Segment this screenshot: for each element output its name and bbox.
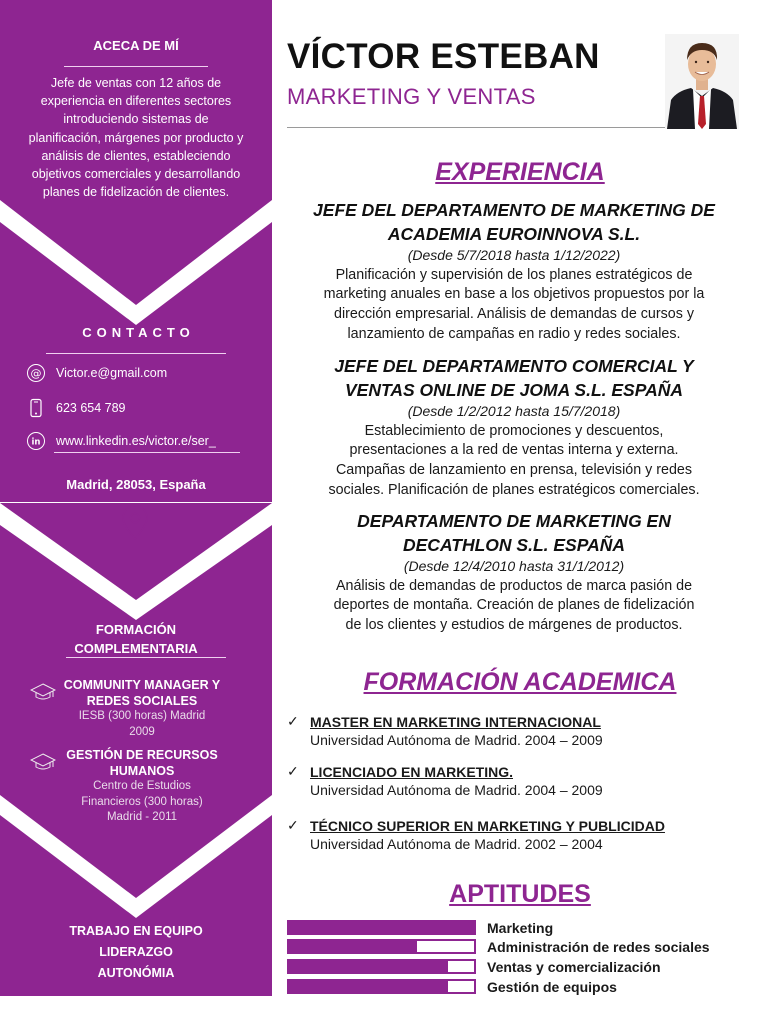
skill-row [287, 979, 617, 994]
education-item [287, 763, 747, 799]
check-icon: ✓ [287, 713, 299, 729]
education-item [287, 817, 747, 853]
course-detail-line-1: IESB (300 horas) Madrid [78, 710, 206, 722]
contact-linkedin-text[interactable]: www.linkedin.es/victor.e/ser_ [56, 434, 216, 448]
skill-level-fill [289, 961, 448, 972]
phone-icon [26, 398, 46, 418]
training-title-line-2: COMPLEMENTARIA [74, 641, 198, 656]
sidebar [0, 0, 272, 996]
contact-email[interactable] [26, 361, 167, 385]
skill-name: Administración de redes sociales [487, 938, 710, 955]
at-icon [26, 363, 46, 383]
contact-phone-text[interactable]: 623 654 789 [56, 401, 126, 415]
svg-text:@: @ [30, 367, 42, 380]
skills-title: APTITUDES [449, 880, 591, 908]
job-dates: (Desde 5/7/2018 hasta 1/12/2022) [407, 247, 621, 263]
contact-email-text[interactable]: Victor.e@gmail.com [56, 366, 168, 380]
skill-name: Ventas y comercialización [487, 958, 661, 975]
about-text: Jefe de ventas con 12 años de experiencia en diferentes sectores introduciendo sistemas de planificación, márgenes por producto y análisis de clientes, estableciendo objetivos comerciales y desarrollando planes de fidelización de clientes. [28, 76, 244, 200]
svg-text:in: in [31, 437, 41, 448]
job-desc-line-4: sociales. Planificación de planes estratégicos comerciales. [328, 481, 700, 498]
job-title-line-1: JEFE DEL DEPARTAMENTO DE MARKETING DE [313, 200, 715, 220]
skill-level-bar [287, 939, 476, 954]
job-entry [282, 355, 746, 500]
course-title-line-2: HUMANOS [109, 763, 175, 778]
job-desc-line-3: dirección empresarial. Análisis de demandas de cursos y [334, 305, 694, 322]
skill-level-bar [287, 979, 476, 994]
skill-row [287, 959, 661, 974]
soft-skill-item: LIDERAZGO [99, 945, 173, 959]
skill-level-fill [289, 922, 474, 933]
course-detail-line-1: Centro de Estudios [93, 780, 191, 792]
course-detail-line-2: Financieros (300 horas) [81, 795, 203, 808]
candidate-role: MARKETING Y VENTAS [287, 84, 536, 109]
course-item [30, 678, 244, 740]
soft-skill-item: AUTONÓMIA [97, 966, 175, 980]
about-title: ACECA DE MÍ [93, 38, 179, 53]
education-item [287, 713, 747, 749]
experience-title: EXPERIENCIA [435, 158, 605, 186]
job-entry [282, 199, 746, 344]
contact-linkedin[interactable] [26, 429, 216, 453]
job-desc-line-1: Análisis de demandas de productos de marca pasión de [335, 577, 693, 594]
skill-name: Marketing [487, 919, 554, 936]
education-degree: MASTER EN MARKETING INTERNACIONAL [310, 714, 601, 730]
course-item [30, 748, 244, 826]
check-icon: ✓ [287, 817, 299, 833]
course-title-line-1: COMMUNITY MANAGER Y [63, 678, 221, 692]
job-desc-line-2: presentaciones a la red de ventas interna y externa. [349, 442, 679, 459]
job-entry [282, 510, 746, 636]
course-title-line-2: REDES SOCIALES [86, 693, 198, 708]
job-title-line-1: DEPARTAMENTO DE MARKETING EN [357, 511, 671, 531]
course-title-line-1: GESTIÓN DE RECURSOS [66, 748, 218, 762]
course-detail-line-3: Madrid - 2011 [106, 811, 178, 823]
soft-skills [0, 921, 272, 984]
skill-level-bar [287, 959, 476, 974]
job-desc-line-2: marketing anuales en base a los objetivos propuestos por la [323, 286, 705, 303]
education-school: Universidad Autónoma de Madrid. 2004 – 2009 [310, 732, 603, 748]
training-title [0, 620, 272, 658]
candidate-name: VÍCTOR ESTEBAN [287, 37, 600, 76]
skill-level-fill [289, 981, 448, 992]
job-desc-line-2: deportes de montaña. Creación de planes de fidelización [333, 597, 695, 614]
job-title-line-2: VENTAS ONLINE DE JOMA S.L. ESPAÑA [344, 379, 684, 400]
job-desc-line-1: Establecimiento de promociones y descuentos, [364, 422, 664, 439]
education-degree: TÉCNICO SUPERIOR EN MARKETING Y PUBLICIDAD [310, 818, 665, 834]
check-icon: ✓ [287, 763, 299, 779]
education-school: Universidad Autónoma de Madrid. 2004 – 2009 [310, 782, 603, 798]
contact-title-underline [46, 353, 226, 354]
job-desc-line-4: lanzamiento de campañas en radio y redes sociales. [347, 325, 681, 342]
job-desc-line-3: Campañas de lanzamiento en prensa, televisión y redes [335, 461, 693, 478]
job-dates: (Desde 1/2/2012 hasta 15/7/2018) [407, 403, 621, 419]
job-title-line-1: JEFE DEL DEPARTAMENTO COMERCIAL Y [334, 356, 694, 376]
about-title-underline [64, 66, 208, 67]
job-title-line-2: DECATHLON S.L. ESPAÑA [403, 534, 625, 555]
course-detail-line-2: 2009 [129, 725, 155, 738]
soft-skill-item: TRABAJO EN EQUIPO [69, 924, 203, 938]
training-title-underline [66, 657, 226, 658]
skill-row [287, 939, 710, 954]
graduation-cap-icon [30, 752, 56, 772]
linkedin-underline [54, 452, 240, 453]
training-title-line-1: FORMACIÓN [95, 622, 177, 637]
skill-name: Gestión de equipos [487, 978, 617, 995]
contact-title: CONTACTO [82, 325, 195, 340]
job-desc-line-3: de los clientes y estudios de márgenes de productos. [345, 616, 683, 633]
profile-photo [665, 34, 739, 129]
education-title: FORMACIÓN ACADEMICA [363, 668, 677, 696]
graduation-cap-icon [30, 682, 56, 702]
education-school: Universidad Autónoma de Madrid. 2002 – 2004 [310, 836, 603, 852]
job-dates: (Desde 12/4/2010 hasta 31/1/2012) [403, 558, 625, 574]
job-desc-line-1: Planificación y supervisión de los planes estratégicos de [335, 266, 693, 283]
address: Madrid, 28053, España [66, 477, 206, 492]
skill-level-fill [289, 941, 417, 952]
job-title-line-2: ACADEMIA EUROINNOVA S.L. [387, 223, 641, 244]
contact-phone[interactable] [26, 396, 126, 420]
education-degree: LICENCIADO EN MARKETING. [310, 764, 513, 780]
linkedin-icon [26, 431, 46, 451]
skill-row [287, 920, 553, 935]
skill-level-bar [287, 920, 476, 935]
location-pin-icon [120, 505, 150, 541]
